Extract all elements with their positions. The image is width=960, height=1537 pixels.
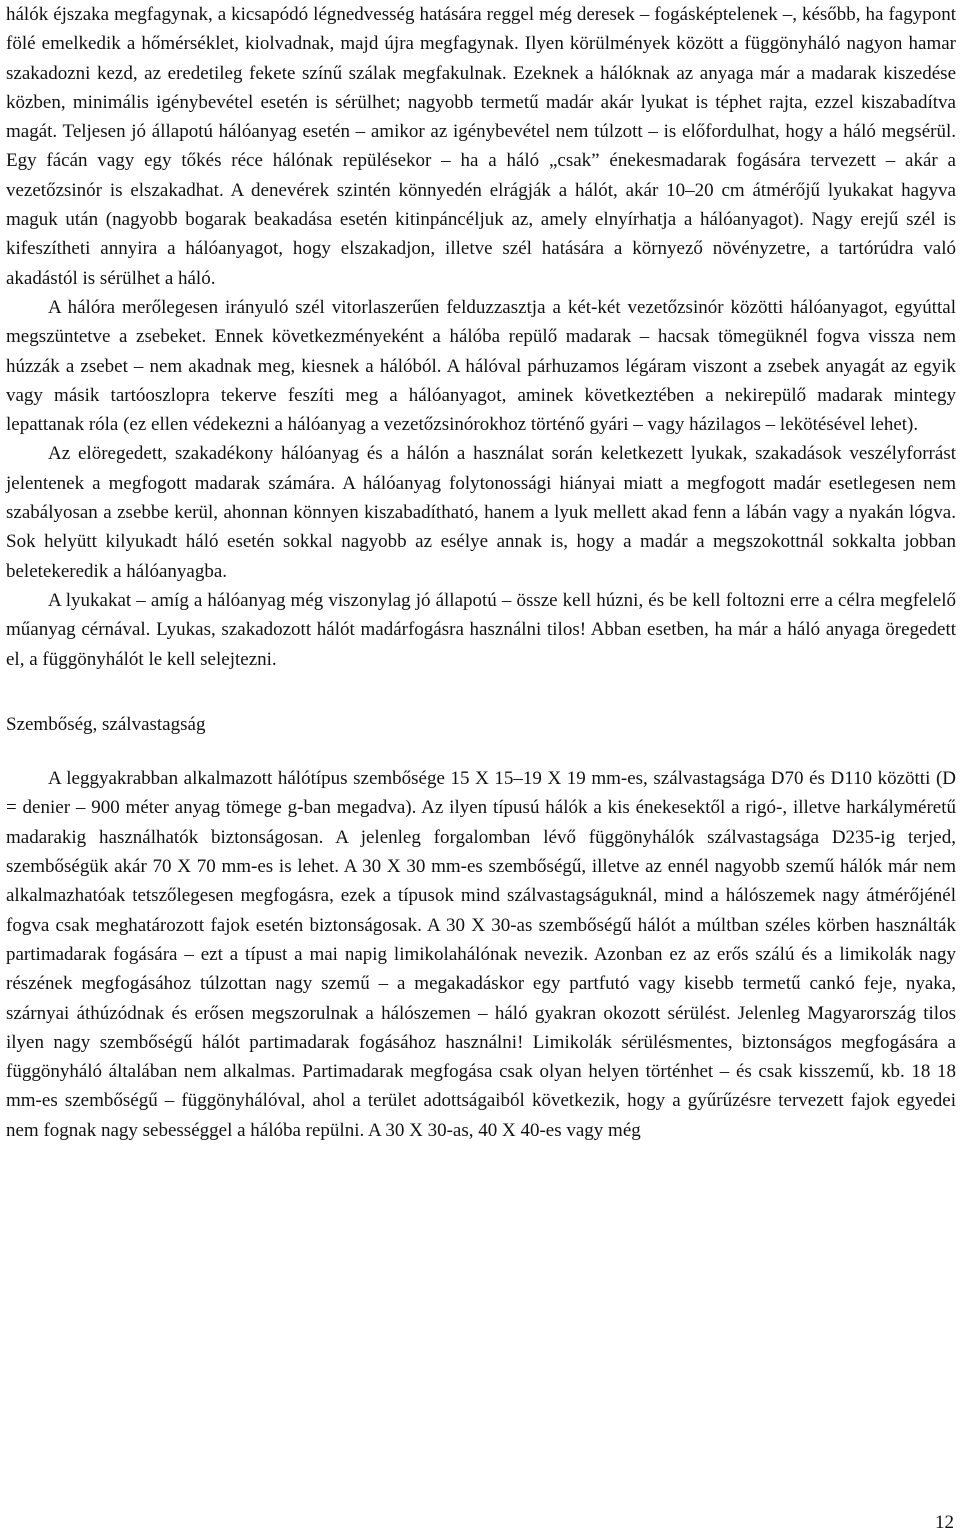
section-heading: Szembőség, szálvastagság (6, 713, 206, 735)
body-paragraph: hálók éjszaka megfagynak, a kicsapódó légnedvesség hatására reggel még deresek – fogásképtelenek –, később, ha fagypont fölé emelkedik a hőmérséklet, kiolvadnak, majd újra megfagynak. Ilyen körülmények között a függönyháló nagyon hamar szakadozni kezd, az eredetileg fekete színű szálak megfakulnak. Ezeknek a hálóknak az anyaga már a madarak kiszedése közben, minimális igénybevétel esetén is sérülhet; nagyobb termetű madár akár lyukat is téphet rajta, ezzel kiszabadítva magát. Teljesen jó állapotú hálóanyag esetén – amikor az igénybevétel nem túlzott – is előfordulhat, hogy a háló megsérül. Egy fácán vagy egy tőkés réce hálónak repülésekor – ha a háló „csak” énekesmadarak fogására tervezett – akár a vezetőzsinór is elszakadhat. A denevérek szintén könnyedén elrágják a hálót, akár 10–20 cm átmérőjű lyukakat hagyva maguk után (nagyobb bogarak beakadása esetén kitinpáncéljuk az, amely elnyírhatja a hálóanyagot). Nagy erejű szél is kifeszítheti annyira a hálóanyagot, hogy elszakadjon, illetve szél hatására a környező növényzetre, a tartórúdra való akadástól is sérülhet a háló. (6, 4, 956, 289)
page-number: 12 (935, 1512, 954, 1533)
body-paragraph: A leggyakrabban alkalmazott hálótípus szembősége 15 X 15–19 X 19 mm-es, szálvastagsága D70 és D110 közötti (D = denier – 900 méter anyag tömege g-ban megadva). Az ilyen típusú hálók a kis énekesektől a rigó-, illetve harkályméretű madarakig használhatók biztonságosan. A jelenleg forgalomban lévő függönyhálók szálvastagsága D235-ig terjed, szembőségük akár 70 X 70 mm-es is lehet. A 30 X 30 mm-es szembőségű, illetve az ennél nagyobb szemű hálók már nem alkalmazhatóak tetszőlegesen megfogásra, ezek a típusok mind szálvastagságuknál, mind a hálószemek nagy átmérőjénél fogva csak meghatározott fajok esetén biztonságosak. A 30 X 30-as szembőségű hálót a múltban széles körben használták partimadarak fogására – ezt a típust a mai napig limikolahálónak nevezik. Azonban ez az erős szálú és a limikolák nagy részének megfogásához túlzottan nagy szemű – a megakadáskor egy partfutó vagy kisebb termetű cankó feje, nyaka, szárnyai áthúzódnak és erősen megszorulnak a hálószemen – háló gyakran okozott sérülést. Jelenleg Magyarország tilos ilyen nagy szembőségű hálót partimadarak fogásához használni! Limikolák sérülésmentes, biztonságos megfogására a függönyháló általában nem alkalmas. Partimadarak megfogása csak olyan helyen történhet – és csak kisszemű, kb. 18 18 mm-es szembőségű – függönyhálóval, ahol a terület adottságaiból következik, hogy a gyűrűzésre tervezett fajok egyedei nem fognak nagy sebességgel a hálóba repülni. A 30 X 30-as, 40 X 40-es vagy még (6, 768, 956, 1141)
document-page (6, 0, 956, 1145)
body-paragraph: Az elöregedett, szakadékony hálóanyag és a hálón a használat során keletkezett lyukak, szakadások veszélyforrást jelentenek a megfogott madarak számára. A hálóanyag folytonossági hiányai miatt a megfogott madár esetlegesen nem szabályosan a zsebbe kerül, ahonnan könnyen kiszabadítható, hanem a lyuk mellett akad fenn a lábán vagy a nyakán lógva. Sok helyütt kilyukadt háló esetén sokkal nagyobb az esélye annak is, hogy a madár a megszokottnál sokkalta jobban beletekeredik a hálóanyagba. (6, 443, 956, 582)
body-paragraph: A hálóra merőlegesen irányuló szél vitorlaszerűen felduzzasztja a két-két vezetőzsinór közötti hálóanyagot, egyúttal megszüntetve a zsebeket. Ennek következményeként a hálóba repülő madarak – hacsak tömegüknél fogva vissza nem húzzák a zsebet – nem akadnak meg, kiesnek a hálóból. A hálóval párhuzamos légáram viszont a zsebek anyagát az egyik vagy másik tartóoszlopra tekerve feszíti meg a hálóanyagot, aminek következtében a nekirepülő madarak mintegy lepattanak róla (ez ellen védekezni a hálóanyag a vezetőzsinórokhoz történő gyári – vagy házilagos – lekötésével lehet). (6, 296, 956, 436)
body-paragraph: A lyukakat – amíg a hálóanyag még viszonylag jó állapotú – össze kell húzni, és be kell foltozni erre a célra megfelelő műanyag cérnával. Lyukas, szakadozott hálót madárfogásra használni tilos! Abban esetben, ha már a háló anyaga öregedett el, a függönyhálót le kell selejtezni. (6, 589, 956, 670)
